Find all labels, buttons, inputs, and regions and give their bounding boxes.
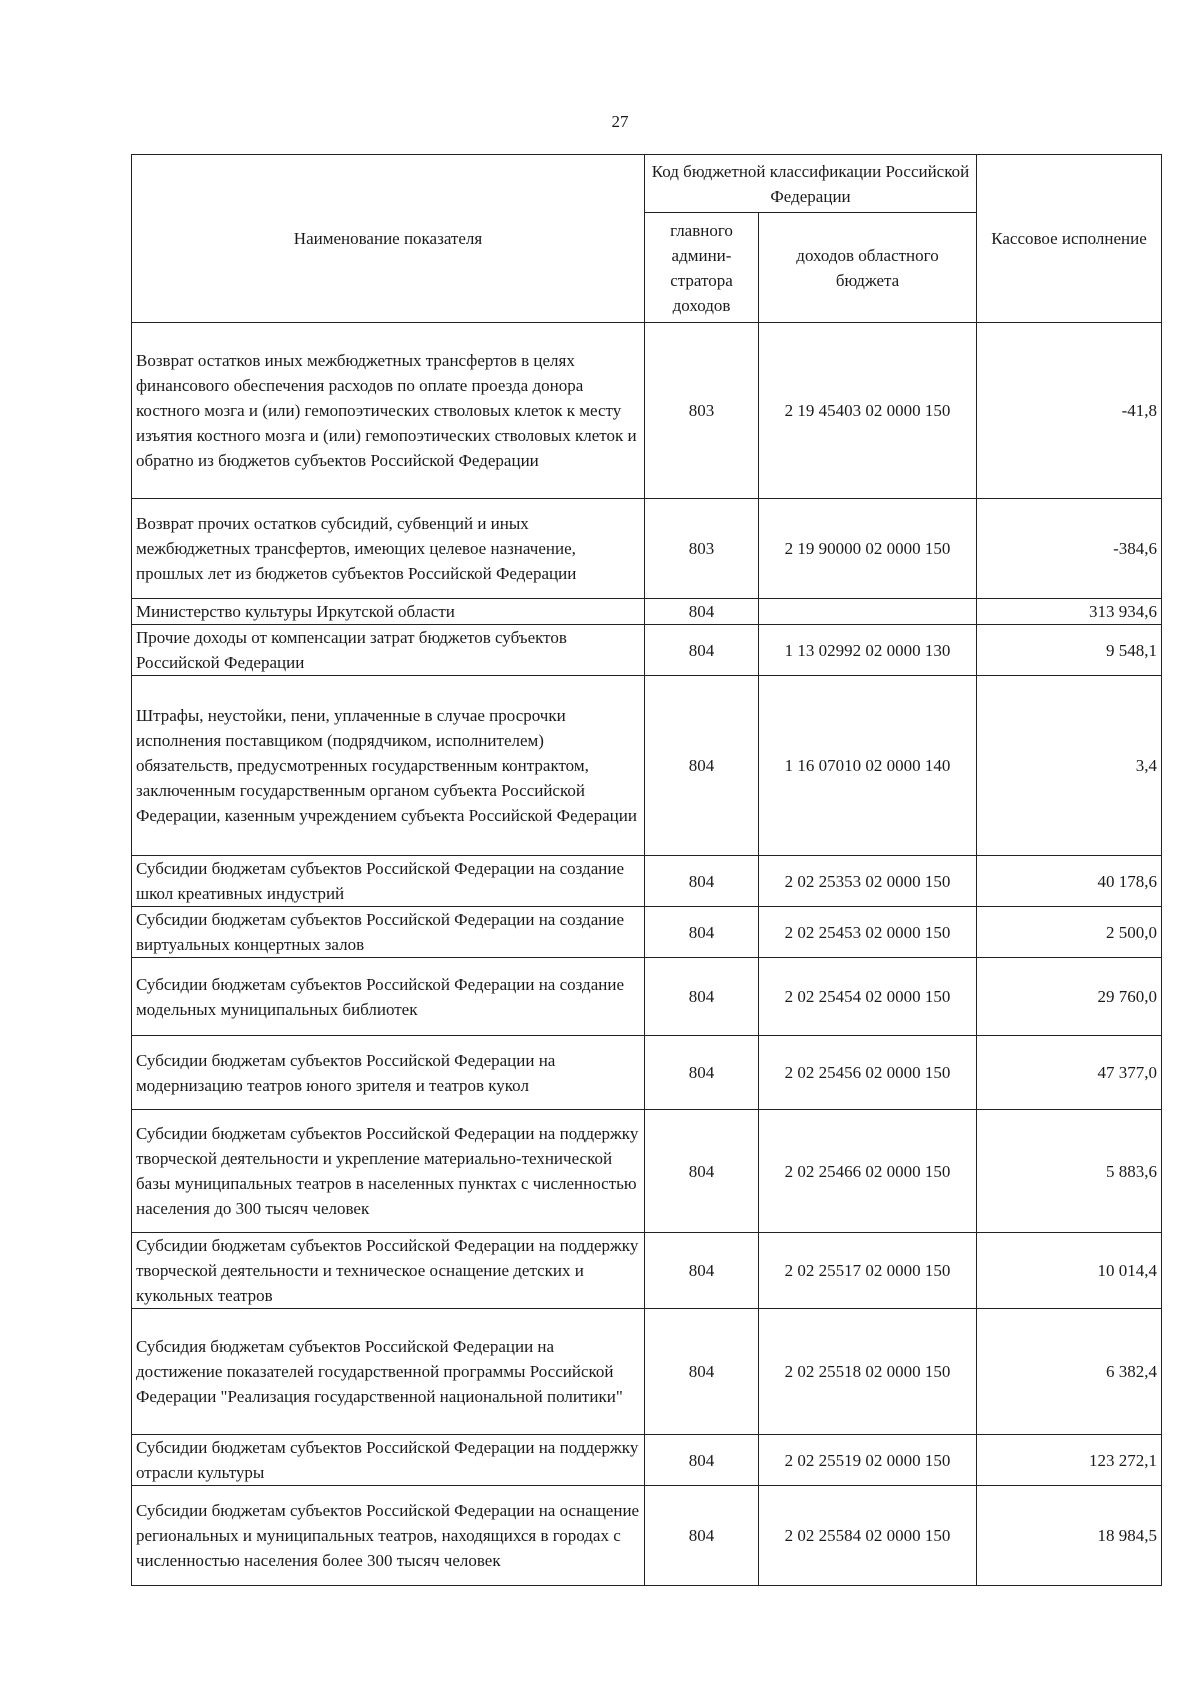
- table-row: [132, 1110, 1162, 1233]
- indicator-name-cell: Министерство культуры Иркутской области: [132, 599, 645, 625]
- admin-code-cell: 804: [645, 907, 759, 958]
- indicator-name-cell: Штрафы, неустойки, пени, уплаченные в случае просрочки исполнения поставщиком (подрядчиком, исполнителем) обязательств, предусмотренных государственным контрактом, заключенным государственным органом субъекта Российской Федерации, казенным учреждением субъекта Российской Федерации: [132, 676, 645, 856]
- amount-cell: 2 500,0: [977, 907, 1162, 958]
- page-number: 27: [611, 112, 629, 131]
- amount-cell: 6 382,4: [977, 1309, 1162, 1435]
- amount-cell: 29 760,0: [977, 958, 1162, 1036]
- indicator-name-cell: Субсидия бюджетам субъектов Российской Федерации на достижение показателей государственной программы Российской Федерации "Реализация государственной национальной политики": [132, 1309, 645, 1435]
- indicator-name-cell: Субсидии бюджетам субъектов Российской Федерации на создание виртуальных концертных залов: [132, 907, 645, 958]
- indicator-name-cell: Прочие доходы от компенсации затрат бюджетов субъектов Российской Федерации: [132, 625, 645, 676]
- amount-cell: 40 178,6: [977, 856, 1162, 907]
- amount-cell: -384,6: [977, 499, 1162, 599]
- table-row: [132, 958, 1162, 1036]
- header-classification-code: Код бюджетной классификации Российской Федерации: [645, 155, 977, 213]
- admin-code-cell: 803: [645, 499, 759, 599]
- table-row: [132, 625, 1162, 676]
- admin-code-cell: 804: [645, 1435, 759, 1486]
- income-code-cell: 2 02 25353 02 0000 150: [759, 856, 977, 907]
- admin-code-cell: 804: [645, 1233, 759, 1309]
- table-row: [132, 1233, 1162, 1309]
- admin-code-cell: 804: [645, 1309, 759, 1435]
- indicator-name-cell: Субсидии бюджетам субъектов Российской Федерации на модернизацию театров юного зрителя и театров кукол: [132, 1036, 645, 1110]
- indicator-name-cell: Субсидии бюджетам субъектов Российской Федерации на создание модельных муниципальных библиотек: [132, 958, 645, 1036]
- header-indicator-name: Наименование показателя: [132, 155, 645, 323]
- amount-cell: 9 548,1: [977, 625, 1162, 676]
- table-row: [132, 856, 1162, 907]
- admin-code-cell: 804: [645, 1036, 759, 1110]
- admin-code-cell: 804: [645, 676, 759, 856]
- admin-code-cell: 804: [645, 958, 759, 1036]
- admin-code-cell: 804: [645, 856, 759, 907]
- table-row: [132, 1036, 1162, 1110]
- income-code-cell: 2 02 25453 02 0000 150: [759, 907, 977, 958]
- header-regional-budget-income: доходов областного бюджета: [759, 213, 977, 323]
- table-row: [132, 1309, 1162, 1435]
- table-row: [132, 499, 1162, 599]
- income-code-cell: 1 13 02992 02 0000 130: [759, 625, 977, 676]
- indicator-name-cell: Субсидии бюджетам субъектов Российской Федерации на поддержку творческой деятельности и укрепление материально-технической базы муниципальных театров в населенных пунктах с численностью населения до 300 тысяч человек: [132, 1110, 645, 1233]
- indicator-name-cell: Субсидии бюджетам субъектов Российской Федерации на оснащение региональных и муниципальных театров, находящихся в городах с численностью населения более 300 тысяч человек: [132, 1486, 645, 1586]
- income-code-cell: 2 02 25517 02 0000 150: [759, 1233, 977, 1309]
- income-code-cell: 2 19 45403 02 0000 150: [759, 323, 977, 499]
- table-row: [132, 1435, 1162, 1486]
- indicator-name-cell: Субсидии бюджетам субъектов Российской Федерации на поддержку творческой деятельности и техническое оснащение детских и кукольных театров: [132, 1233, 645, 1309]
- amount-cell: 123 272,1: [977, 1435, 1162, 1486]
- admin-code-cell: 804: [645, 625, 759, 676]
- header-chief-administrator: главного админи- стратора доходов: [645, 213, 759, 323]
- admin-code-cell: 803: [645, 323, 759, 499]
- amount-cell: 3,4: [977, 676, 1162, 856]
- table-row: [132, 907, 1162, 958]
- table-row: [132, 599, 1162, 625]
- amount-cell: 5 883,6: [977, 1110, 1162, 1233]
- indicator-name-cell: Возврат остатков иных межбюджетных трансфертов в целях финансового обеспечения расходов по оплате проезда донора костного мозга и (или) гемопоэтических стволовых клеток к месту изъятия костного мозга и (или) гемопоэтических стволовых клеток и обратно из бюджетов субъектов Российской Федерации: [132, 323, 645, 499]
- income-code-cell: 2 02 25584 02 0000 150: [759, 1486, 977, 1586]
- indicator-name-cell: Возврат прочих остатков субсидий, субвенций и иных межбюджетных трансфертов, имеющих целевое назначение, прошлых лет из бюджетов субъектов Российской Федерации: [132, 499, 645, 599]
- income-code-cell: [759, 599, 977, 625]
- admin-code-cell: 804: [645, 599, 759, 625]
- amount-cell: 10 014,4: [977, 1233, 1162, 1309]
- admin-code-cell: 804: [645, 1110, 759, 1233]
- admin-code-cell: 804: [645, 1486, 759, 1586]
- indicator-name-cell: Субсидии бюджетам субъектов Российской Федерации на поддержку отрасли культуры: [132, 1435, 645, 1486]
- income-code-cell: 2 19 90000 02 0000 150: [759, 499, 977, 599]
- table-row: [132, 323, 1162, 499]
- table-row: [132, 1486, 1162, 1586]
- table-row: [132, 676, 1162, 856]
- header-cash-execution: Кассовое исполнение: [977, 155, 1162, 323]
- table-body: [132, 323, 1162, 1586]
- indicator-name-cell: Субсидии бюджетам субъектов Российской Федерации на создание школ креативных индустрий: [132, 856, 645, 907]
- income-code-cell: 2 02 25466 02 0000 150: [759, 1110, 977, 1233]
- amount-cell: 313 934,6: [977, 599, 1162, 625]
- income-code-cell: 2 02 25454 02 0000 150: [759, 958, 977, 1036]
- income-code-cell: 2 02 25518 02 0000 150: [759, 1309, 977, 1435]
- income-code-cell: 2 02 25519 02 0000 150: [759, 1435, 977, 1486]
- amount-cell: 47 377,0: [977, 1036, 1162, 1110]
- income-code-cell: 1 16 07010 02 0000 140: [759, 676, 977, 856]
- budget-table: [131, 154, 1162, 1586]
- income-code-cell: 2 02 25456 02 0000 150: [759, 1036, 977, 1110]
- amount-cell: 18 984,5: [977, 1486, 1162, 1586]
- amount-cell: -41,8: [977, 323, 1162, 499]
